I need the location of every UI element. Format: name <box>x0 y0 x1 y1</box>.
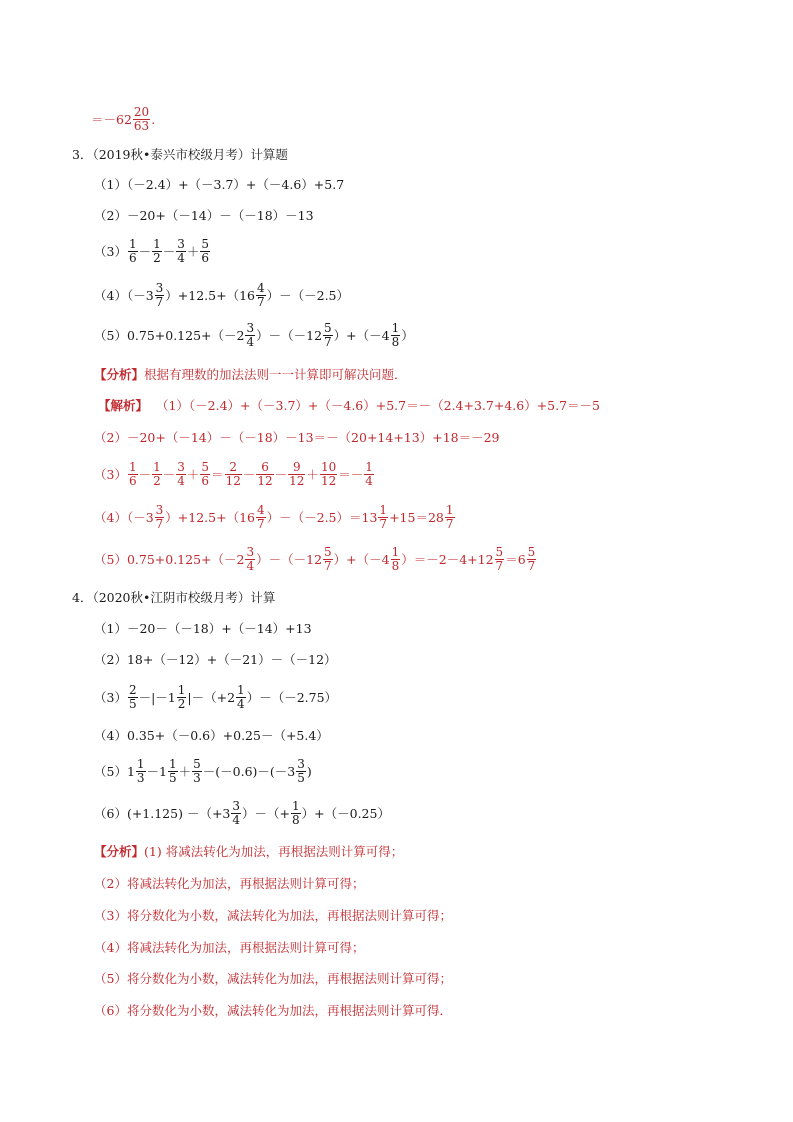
q4-problem-1: （1）－20－（－18）+（－14）+13 <box>94 621 312 636</box>
q4-problem-6: （6）(+1.125) －（+3 $\frac{3}{4}$ ）－（+ $\frac{1}{8}$ ）+（－0.25） <box>94 799 390 827</box>
q4-problem-4: （4）0.35+（－0.6）+0.25－（+5.4） <box>94 728 329 743</box>
q3-solution-5: （5）0.75+0.125+（－2 $\frac{3}{4}$ ）－（－12 $\frac{5}{7}$ ）+（－4 $\frac{1}{8}$ ）＝－2－4+12 $\frac{5}{7}$ ＝6 $\frac{5}{7}$ <box>94 545 536 573</box>
question-3-header: 3．（2019秋•泰兴市校级月考）计算题 <box>72 147 288 162</box>
q3-solution-2: （2）－20+（－14）－（－18）－13＝－（20+14+13）+18＝－29 <box>94 430 500 445</box>
fraction: $\frac{20}{63}$ <box>133 105 150 133</box>
q3-problem-3: （3） $\frac{1}{6}$ － $\frac{1}{2}$ － $\frac{3}{4}$ ＋ $\frac{5}{6}$ <box>94 237 210 265</box>
q3-problem-4: （4）（－3 $\frac{3}{7}$ ）+12.5+（16 $\frac{4}{7}$ ）－（－2.5） <box>94 281 350 309</box>
q3-solution-4: （4）（－3 $\frac{3}{7}$ ）+12.5+（16 $\frac{4}{7}$ ）－（－2.5）＝13 $\frac{1}{7}$ +15＝28 $\frac{1}{7}$ <box>94 503 454 531</box>
q3-problem-1: （1）（－2.4）+（－3.7）+（－4.6）+5.7 <box>94 177 345 192</box>
q3-problem-5: （5）0.75+0.125+（－2 $\frac{3}{4}$ ）－（－12 $\frac{5}{7}$ ）+（－4 $\frac{1}{8}$ ） <box>94 321 414 349</box>
result-prefix: ＝－62 <box>91 111 132 127</box>
q4-analysis-4: （4）将减法转化为加法，再根据法则计算可得； <box>94 940 365 955</box>
q4-problem-2: （2）18+（－12）+（－21）－（－12） <box>94 652 337 667</box>
q3-solution-3: （3） $\frac{1}{6}$ － $\frac{1}{2}$ － $\frac{3}{4}$ ＋ $\frac{5}{6}$ ＝ $\frac{2}{12}$ － $\frac{6}{12}$ － $\frac{9}{12}$ ＋ $\frac{10}{12}$ ＝－ $\frac{1}{4}$ <box>94 460 373 488</box>
q4-problem-5: （5）1 $\frac{1}{3}$ －1 $\frac{1}{5}$ ＋ $\frac{5}{3}$ －(－0.6)－(－3 $\frac{3}{5}$ ) <box>94 757 312 785</box>
q4-analysis-2: （2）将减法转化为加法，再根据法则计算可得； <box>94 876 365 891</box>
q4-problem-3: （3） $\frac{2}{5}$ －|－1 $\frac{1}{2}$ |－（+2 $\frac{1}{4}$ ）－（－2.75） <box>94 683 338 711</box>
q4-analysis-1: 【分析】(1) 将减法转化为加法，再根据法则计算可得； <box>94 844 404 859</box>
q4-analysis-5: （5）将分数化为小数，减法转化为加法，再根据法则计算可得； <box>94 971 452 986</box>
q4-analysis-6: （6）将分数化为小数，减法转化为加法，再根据法则计算可得． <box>94 1003 452 1018</box>
q3-analysis: 【分析】根据有理数的加法法则一一计算即可解决问题． <box>94 367 407 382</box>
q3-solution-1: 【解析】 （1）（－2.4）+（－3.7）+（－4.6）+5.7＝－（2.4+3.7+4.6）+5.7＝－5 <box>98 398 601 413</box>
previous-result: ＝－62 $\frac{20}{63}$ . <box>91 105 156 133</box>
q3-problem-2: （2）－20+（－14）－（－18）－13 <box>94 208 314 223</box>
question-4-header: 4．（2020秋•江阴市校级月考）计算 <box>72 590 276 605</box>
q4-analysis-3: （3）将分数化为小数，减法转化为加法，再根据法则计算可得； <box>94 908 452 923</box>
